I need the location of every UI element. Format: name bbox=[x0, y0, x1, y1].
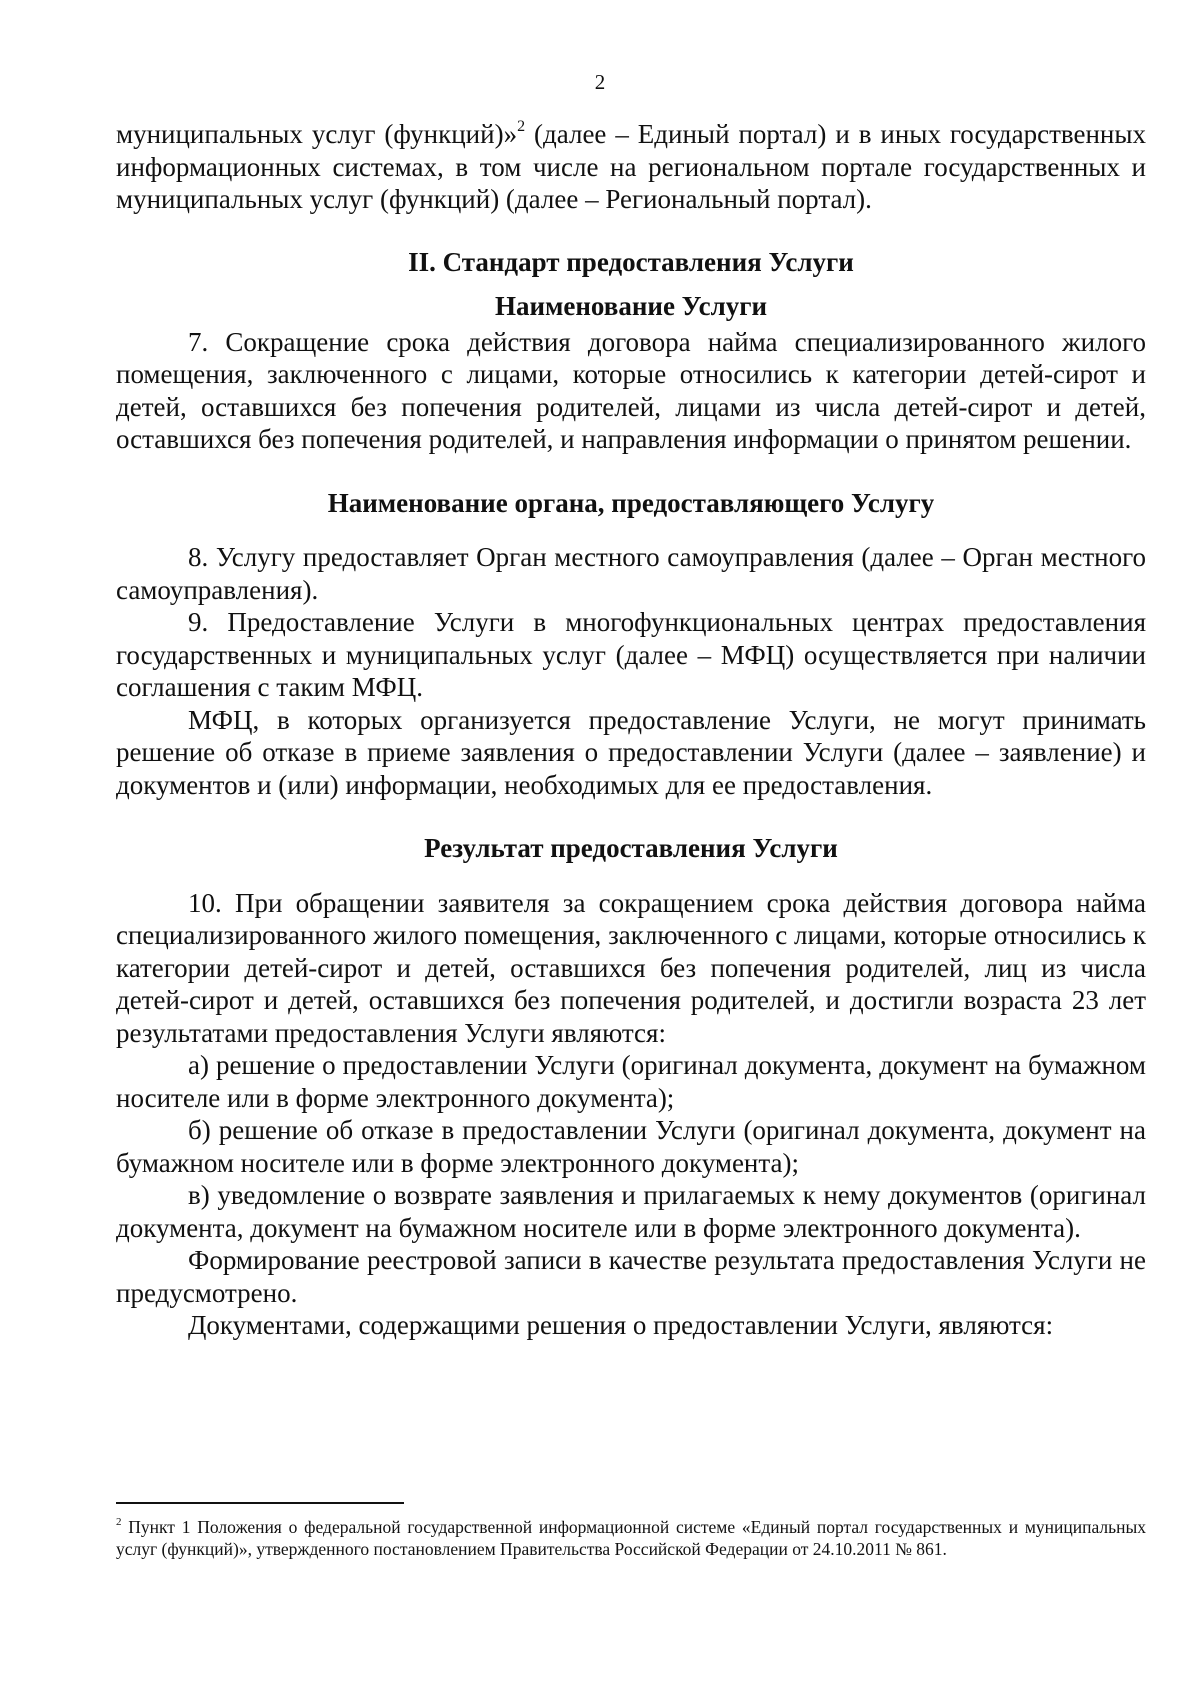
paragraph-9: 9. Предоставление Услуги в многофункциональных центрах предоставления государственных и муниципальных услуг (далее – МФЦ) осуществляется при наличии соглашения с таким МФЦ. bbox=[116, 607, 1146, 702]
footnote bbox=[116, 1517, 1146, 1560]
paragraph-7: 7. Сокращение срока действия договора найма специализированного жилого помещения, заключенного с лицами, которые относились к категории детей-сирот и детей, оставшихся без попечения родителей, лицами из числа детей-сирот и детей, оставшихся без попечения родителей, и направления информации о принятом решении. bbox=[116, 326, 1146, 454]
paragraph-10-a: а) решение о предоставлении Услуги (оригинал документа, документ на бумажном носителе или в форме электронного документа); bbox=[116, 1050, 1146, 1113]
intro-paragraph bbox=[116, 118, 1146, 216]
footnote-divider bbox=[116, 1502, 404, 1504]
paragraph-8: 8. Услугу предоставляет Орган местного самоуправления (далее – Орган местного самоуправления). bbox=[116, 542, 1146, 605]
footnote-number: 2 bbox=[116, 1516, 122, 1529]
subheading-service-result: Результат предоставления Услуги bbox=[424, 833, 838, 863]
paragraph-9-mfc: МФЦ, в которых организуется предоставление Услуги, не могут принимать решение об отказе в приеме заявления о предоставлении Услуги (далее – заявление) и документов и (или) информации, необходимых для ее предоставления. bbox=[116, 704, 1146, 800]
section-heading: II. Стандарт предоставления Услуги bbox=[408, 246, 854, 277]
page-body bbox=[116, 118, 1146, 1342]
paragraph-10-c: в) уведомление о возврате заявления и прилагаемых к нему документов (оригинал документа, документ на бумажном носителе или в форме электронного документа). bbox=[116, 1180, 1146, 1243]
page-number: 2 bbox=[594, 70, 606, 94]
intro-text-start: муниципальных услуг (функций)» bbox=[116, 119, 518, 149]
intro-text-end: (далее – Единый портал) и в иных государственных информационных системах, в том числе на региональном портале государственных и муниципальных услуг (функций) (далее – Региональный портал). bbox=[116, 119, 1147, 214]
footnote-text: Пункт 1 Положения о федеральной государственной информационной системе «Единый портал государственных и муниципальных услуг (функций)», утвержденного постановлением Правительства Российской Федерации от 24.10.2011 № 861. bbox=[116, 1517, 1146, 1559]
paragraph-decision-documents: Документами, содержащими решения о предоставлении Услуги, являются: bbox=[188, 1310, 1054, 1340]
subheading-providing-organ: Наименование органа, предоставляющего Услугу bbox=[327, 487, 935, 518]
footnote-reference[interactable]: 2 bbox=[517, 118, 526, 135]
subheading-service-name: Наименование Услуги bbox=[494, 291, 768, 321]
paragraph-10: 10. При обращении заявителя за сокращением срока действия договора найма специализированного жилого помещения, заключенного с лицами, которые относились к категории детей-сирот и детей, оставшихся без попечения родителей, лиц из числа детей-сирот и детей, оставшихся без попечения родителей, и достигли возраста 23 лет результатами предоставления Услуги являются: bbox=[116, 887, 1146, 1048]
paragraph-registry: Формирование реестровой записи в качестве результата предоставления Услуги не предусмотрено. bbox=[116, 1245, 1146, 1308]
paragraph-10-b: б) решение об отказе в предоставлении Услуги (оригинал документа, документ на бумажном носителе или в форме электронного документа); bbox=[116, 1115, 1146, 1178]
